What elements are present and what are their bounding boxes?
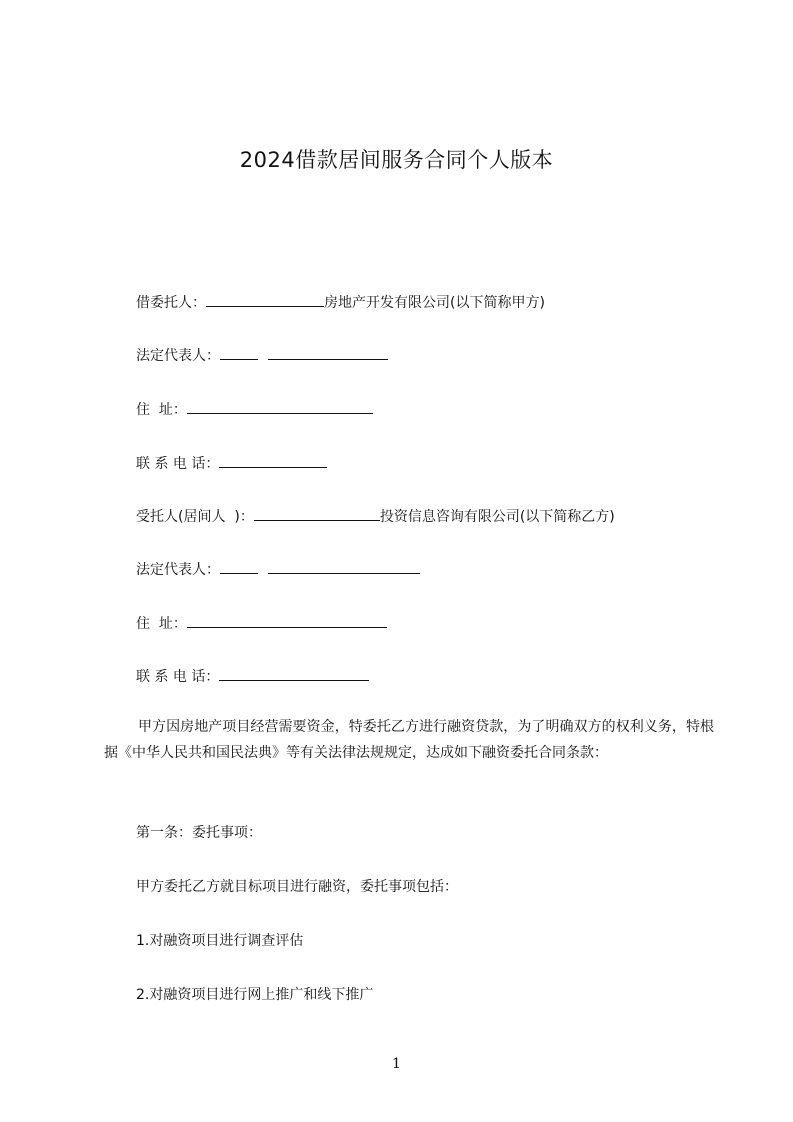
document-title: 2024借款居间服务合同个人版本: [239, 148, 554, 172]
party-b-phone-label: 联 系 电 话：: [136, 669, 220, 685]
party-a-address-line: [136, 399, 373, 419]
party-a-rep-blank-2: [268, 345, 388, 360]
party-b-rep-line: [136, 559, 420, 579]
intro-paragraph: 甲方因房地产项目经营需要资金，特委托乙方进行融资贷款，为了明确双方的权利义务，特根据《中华人民共和国民法典》等有关法律法规规定，达成如下融资委托合同条款：: [104, 719, 714, 761]
party-a-client-suffix: 房地产开发有限公司(以下简称甲方): [324, 295, 545, 311]
party-b-phone-line: [136, 666, 369, 686]
list-item: 1.对融资项目进行调查评估: [136, 933, 304, 949]
party-a-phone-line: [136, 453, 327, 473]
party-a-client-blank: [206, 292, 324, 307]
party-b-client-blank: [254, 506, 380, 521]
party-a-rep-line: [136, 345, 388, 365]
party-b-address-line: [136, 613, 387, 633]
party-b-rep-blank-2: [268, 559, 420, 574]
party-a-client-label: 借委托人：: [136, 295, 206, 311]
article1-intro: 甲方委托乙方就目标项目进行融资，委托事项包括：: [136, 879, 458, 895]
party-a-address-blank: [187, 399, 373, 414]
party-b-address-blank: [187, 613, 387, 628]
party-a-phone-label: 联 系 电 话：: [136, 456, 220, 472]
page-number: 1: [392, 1056, 401, 1072]
party-a-address-label: 住 址：: [136, 402, 187, 418]
party-b-phone-blank: [219, 666, 369, 681]
party-b-client-label: 受托人(居间人 )：: [136, 509, 254, 525]
party-a-rep-label: 法定代表人：: [136, 348, 220, 364]
party-a-rep-blank-1: [220, 345, 258, 360]
party-b-rep-label: 法定代表人：: [136, 562, 220, 578]
list-item: 2.对融资项目进行网上推广和线下推广: [136, 987, 374, 1003]
party-b-address-label: 住 址：: [136, 616, 187, 632]
party-b-client-suffix: 投资信息咨询有限公司(以下简称乙方): [379, 509, 615, 525]
party-a-client-line: [136, 292, 545, 312]
party-b-rep-blank-1: [220, 559, 258, 574]
party-a-phone-blank: [219, 453, 327, 468]
article1-heading: 第一条：委托事项：: [136, 825, 262, 841]
party-b-client-line: [136, 506, 615, 526]
